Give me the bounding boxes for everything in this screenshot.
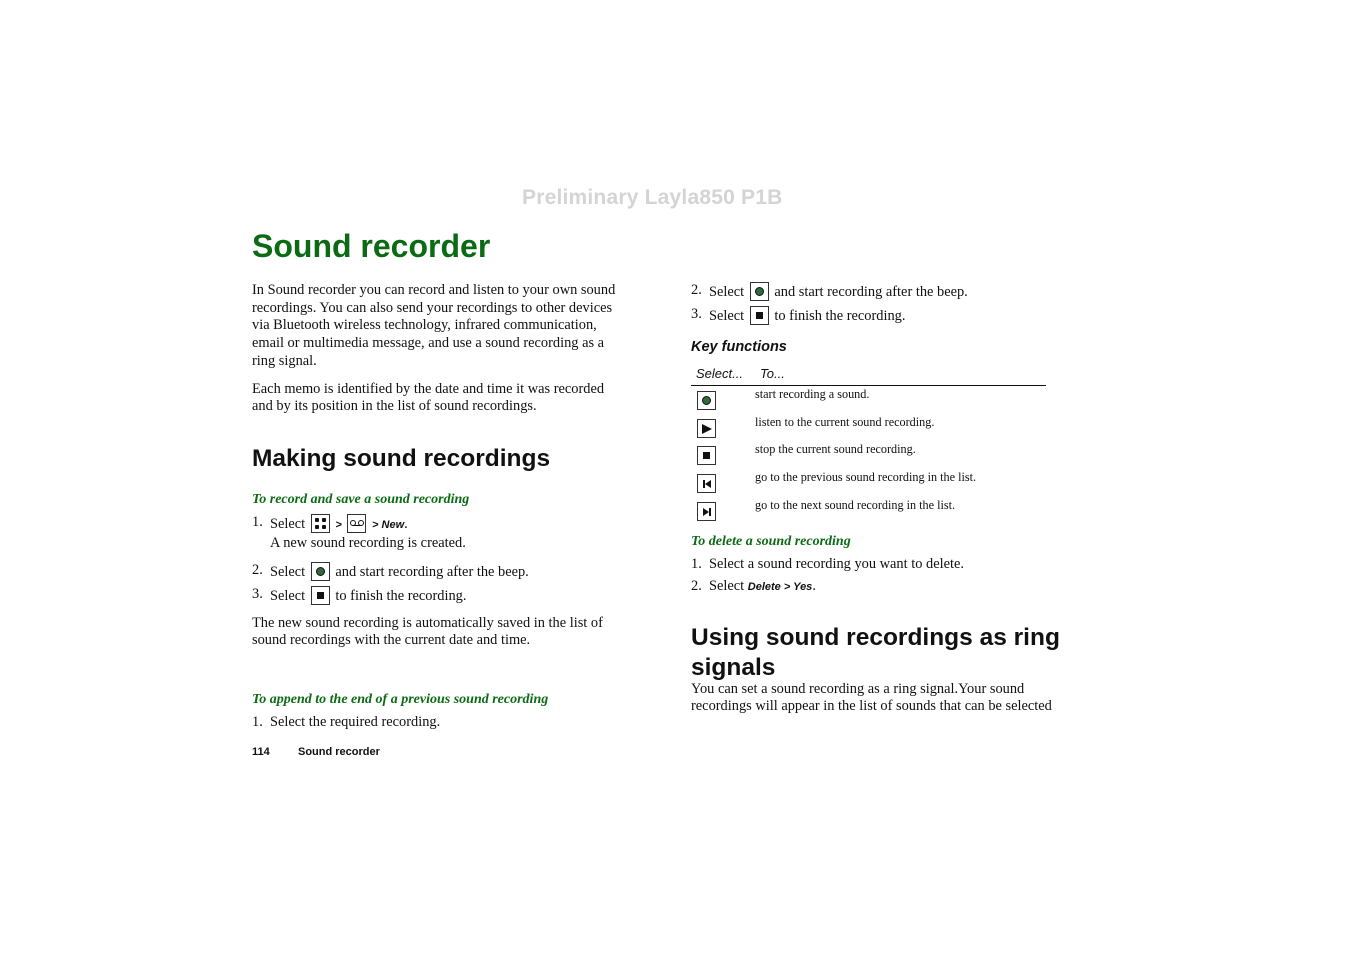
delete-step-1 (691, 556, 1061, 574)
step-number: 3. (691, 305, 702, 322)
step-text: and start recording after the beep. (774, 284, 968, 300)
table-cell: listen to the current sound recording. (755, 414, 935, 429)
making-recordings-heading: Making sound recordings (252, 444, 551, 472)
main-menu-key-icon[interactable] (311, 514, 330, 533)
step-punctuation: . (404, 515, 408, 532)
step-number: 1. (691, 556, 702, 573)
intro-paragraph-2: Each memo is identified by the date and time it was recorded and by its position in the list of sound recordings. (252, 380, 605, 415)
record-step-3 (252, 586, 627, 606)
step-text: Select (270, 515, 306, 532)
delete-steps (691, 556, 1061, 596)
watermark: Preliminary Layla850 P1B (522, 186, 783, 209)
key-functions-table (691, 366, 1046, 524)
record-step-2 (691, 282, 1061, 302)
table-row (691, 386, 1046, 414)
table-cell: stop the current sound recording. (755, 442, 916, 457)
step-text: Select a sound recording you want to delete. (709, 556, 964, 573)
step-punctuation: . (812, 578, 816, 595)
menu-separator: > (335, 518, 342, 531)
key-functions-heading: Key functions (691, 339, 787, 356)
step-number: 2. (691, 578, 702, 595)
next-icon[interactable] (697, 502, 716, 521)
footer-section-name: Sound recorder (298, 746, 380, 758)
step-number: 3. (252, 586, 263, 603)
right-column (691, 282, 1061, 716)
step-text: Select the required recording. (270, 714, 441, 731)
page-number: 114 (252, 746, 270, 758)
record-step-1 (252, 514, 627, 552)
table-row (691, 497, 1046, 525)
append-steps (252, 714, 627, 732)
table-header-row (691, 366, 1046, 386)
record-key-icon[interactable] (311, 562, 330, 581)
previous-icon[interactable] (697, 474, 716, 493)
step-number: 2. (252, 562, 263, 579)
record-step-2 (252, 562, 627, 582)
table-cell: start recording a sound. (755, 387, 870, 402)
step-text: to finish the recording. (335, 588, 467, 605)
append-subheading: To append to the end of a previous sound recording (252, 692, 549, 708)
saved-paragraph: The new sound recording is automatically saved in the list of sound recordings with the current date and time. (252, 614, 603, 649)
table-cell: go to the next sound recording in the list. (755, 497, 956, 512)
page-title: Sound recorder (252, 228, 491, 264)
step-text: to finish the recording. (774, 307, 906, 324)
delete-yes-command: Delete > Yes (747, 581, 813, 594)
record-key-icon[interactable] (750, 282, 769, 301)
step-number: 1. (252, 513, 263, 530)
stop-key-icon[interactable] (311, 586, 330, 605)
step-result-text: A new sound recording is created. (270, 534, 466, 551)
new-command: > New (372, 518, 405, 531)
record-subheading: To record and save a sound recording (252, 491, 470, 507)
column-header-to: To... (755, 366, 1046, 386)
table-row (691, 441, 1046, 469)
table-row (691, 414, 1046, 442)
intro-paragraph-1: In Sound recorder you can record and listen to your own sound recordings. You can also send your recordings to other devices via Bluetooth wireless technology, infrared communication, email or multimedia message, and use a sound recording as a ring signal. (252, 282, 616, 369)
delete-step-2 (691, 578, 1061, 597)
step-text: Select (270, 564, 306, 581)
ring-signals-paragraph: You can set a sound recording as a ring signal.Your sound recordings will appear in the list of sounds that can be selected (691, 680, 1052, 715)
stop-key-icon[interactable] (750, 306, 769, 325)
left-column (252, 282, 627, 732)
stop-icon[interactable] (697, 446, 716, 465)
column-header-select: Select... (691, 366, 755, 386)
step-text: Select (709, 307, 745, 324)
step-number: 1. (252, 714, 263, 731)
table-row (691, 469, 1046, 497)
step-text: and start recording after the beep. (335, 564, 529, 581)
delete-subheading: To delete a sound recording (691, 534, 851, 550)
record-icon[interactable] (697, 391, 716, 410)
sound-recorder-key-icon[interactable] (347, 514, 366, 533)
step-text: Select (709, 284, 745, 300)
ring-signals-heading: Using sound recordings as ring signals (691, 623, 1060, 681)
step-text: Select (270, 588, 306, 605)
step-text: Select (709, 578, 745, 595)
record-step-3 (691, 306, 1061, 326)
append-step-1 (252, 714, 627, 732)
record-steps (252, 514, 627, 606)
play-icon[interactable] (697, 419, 716, 438)
step-number: 2. (691, 282, 702, 298)
record-steps-continued (691, 282, 1061, 325)
table-cell: go to the previous sound recording in the list. (755, 469, 977, 484)
